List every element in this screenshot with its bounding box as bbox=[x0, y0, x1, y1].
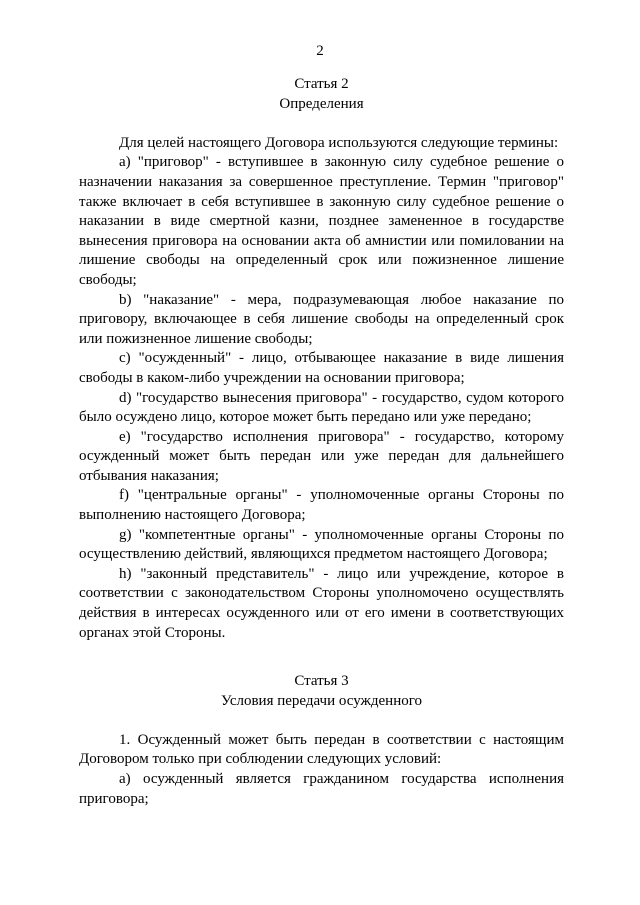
article-3-title: Условия передачи осужденного bbox=[221, 692, 422, 709]
article-2-title: Определения bbox=[279, 95, 364, 112]
article-3-heading bbox=[79, 672, 564, 711]
article-3-number: Статья 3 bbox=[294, 673, 349, 689]
definition-f: f) "центральные органы" - уполномоченные органы Стороны по выполнению настоящего Договора; bbox=[79, 487, 564, 524]
definition-g: g) "компетентные органы" - уполномоченные органы Стороны по осуществлению действий, являющихся предметом настоящего Договора; bbox=[79, 526, 564, 563]
article-3-condition-a: а) осужденный является гражданином государства исполнения приговора; bbox=[79, 770, 564, 807]
definition-a: а) "приговор" - вступившее в законную силу судебное решение о назначении наказания за совершенное преступление. Термин "приговор" также включает в себя вступившее в законную силу судебное решение о наказании в виде смертной казни, позднее замененное в государстве вынесения приговора на основании акта об амнистии или помиловании на лишение свободы на определенный срок или пожизненное лишение свободы; bbox=[79, 154, 564, 288]
definition-b: b) "наказание" - мера, подразумевающая любое наказание по приговору, включающее в себя лишение свободы на определенный срок или пожизненное лишение свободы; bbox=[79, 291, 564, 347]
definition-d: d) "государство вынесения приговора" - государство, судом которого было осуждено лицо, которое может быть передано или уже передано; bbox=[79, 389, 564, 426]
article-2-heading bbox=[79, 75, 564, 114]
article-3 bbox=[79, 672, 564, 809]
article-3-clause-1: 1. Осужденный может быть передан в соответствии с настоящим Договором только при соблюдении следующих условий: bbox=[79, 731, 564, 768]
page-number: 2 bbox=[316, 43, 324, 59]
article-2 bbox=[79, 75, 564, 643]
article-2-intro: Для целей настоящего Договора используются следующие термины: bbox=[119, 134, 559, 151]
definition-h: h) "законный представитель" - лицо или учреждение, которое в соответствии с законодательством Стороны уполномочено осуществлять действия в интересах осужденного или от его имени в соответствующих органах этой Стороны. bbox=[79, 565, 564, 641]
definition-e: e) "государство исполнения приговора" - государство, которому осужденный может быть передан или уже передан для дальнейшего отбывания наказания; bbox=[79, 428, 564, 484]
article-2-number: Статья 2 bbox=[294, 76, 349, 92]
definition-c: c) "осужденный" - лицо, отбывающее наказание в виде лишения свободы в каком-либо учреждении на основании приговора; bbox=[79, 350, 564, 386]
